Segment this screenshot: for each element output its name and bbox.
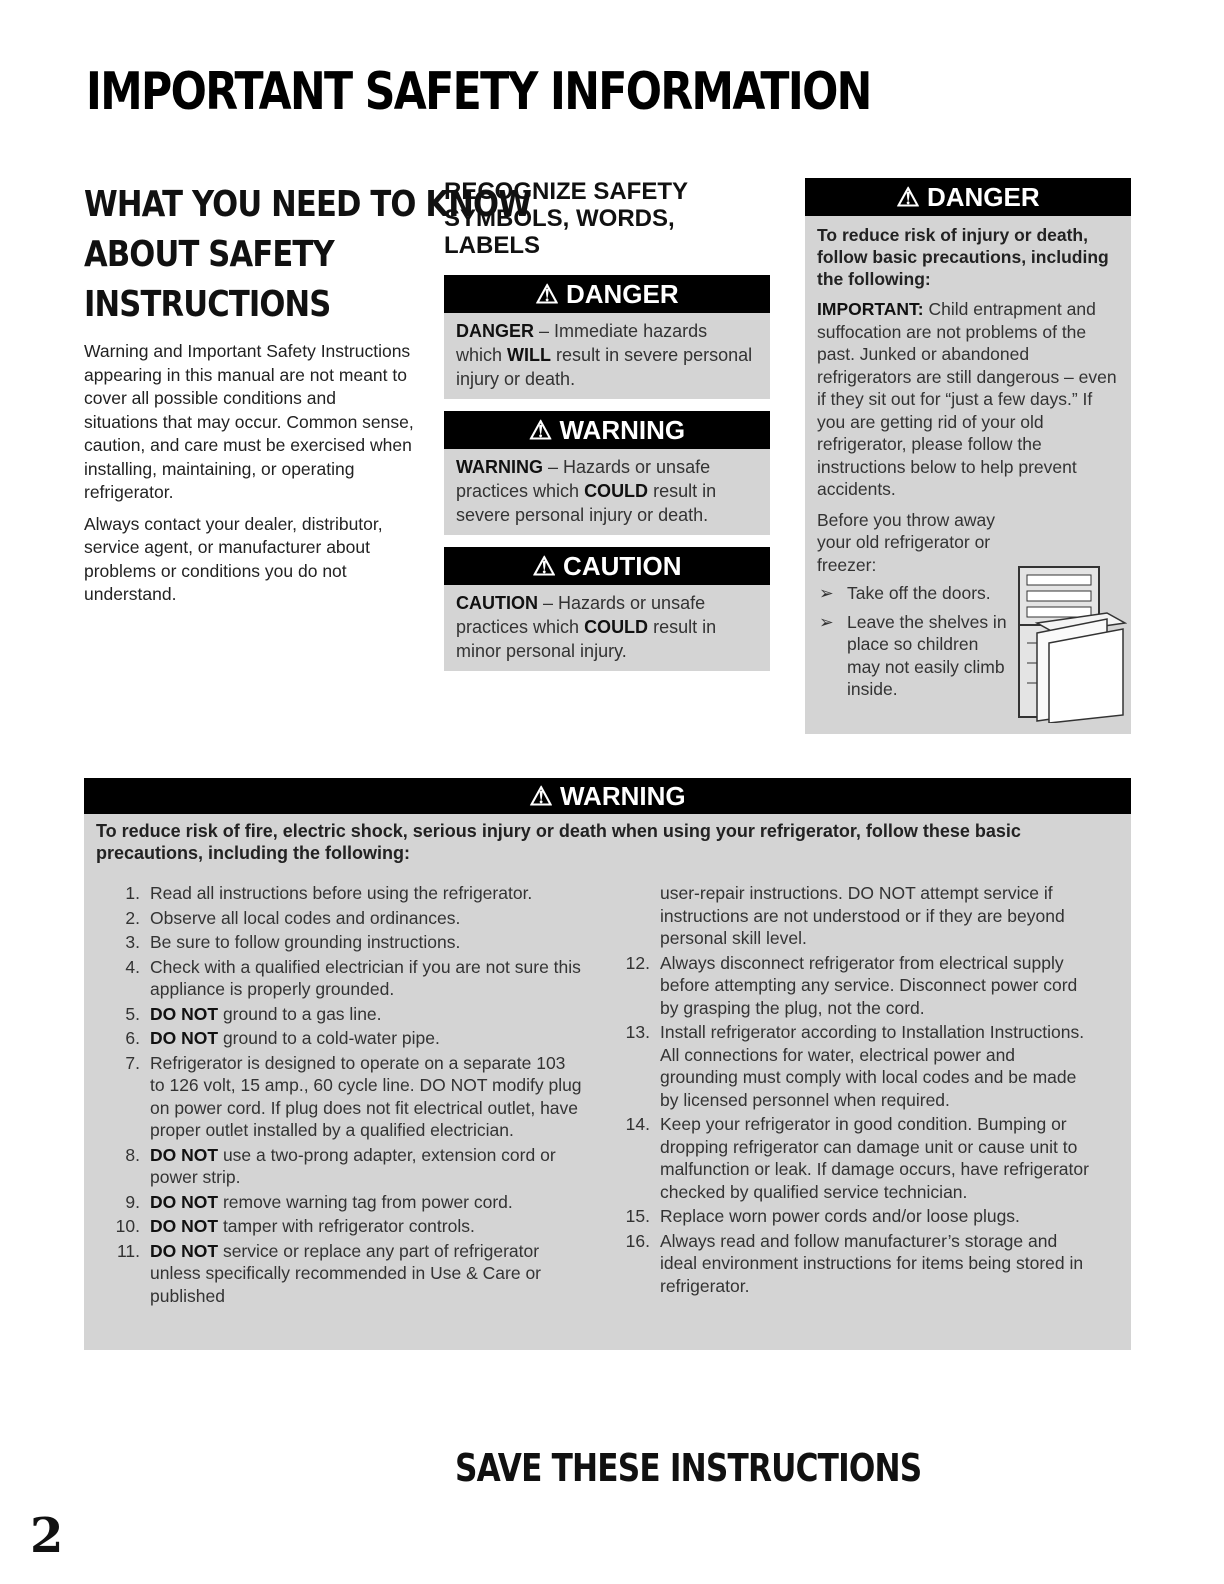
contact-paragraph: Always contact your dealer, distributor, service agent, or manufacturer about problems or conditions you do not understand. bbox=[84, 513, 383, 604]
caution-bar bbox=[444, 547, 770, 585]
warning-triangle-icon: ⚠ bbox=[532, 551, 556, 581]
item-number: 2. bbox=[125, 907, 140, 928]
item-emphasis: DO NOT bbox=[150, 1240, 219, 1261]
disposal-steps bbox=[805, 582, 1013, 701]
list-item bbox=[104, 956, 584, 1001]
item-number: 3. bbox=[125, 932, 140, 952]
warning-text-2: result in severe personal injury or death. bbox=[456, 481, 717, 525]
warning-bar bbox=[444, 411, 770, 449]
arrow-bullet-icon: ➢ bbox=[819, 583, 834, 603]
list-item: ➢ Take off the doors. bbox=[819, 583, 991, 603]
warning-triangle-icon: ⚠ bbox=[896, 182, 920, 212]
item-text: Read all instructions before using the refrigerator. bbox=[150, 883, 533, 903]
important-body: Child entrapment and suffocation are not problems of the past. Junked or abandoned refrigerators are still dangerous – even if they sit out for “just a few days.” If you are getting rid of your old refrigerator, please follow the instructions below to help prevent accidents. bbox=[817, 299, 1117, 499]
symbols-heading: RECOGNIZE SAFETY SYMBOLS, WORDS, LABELS bbox=[444, 178, 688, 259]
list-item bbox=[104, 1003, 584, 1026]
warning-label-box: ⚠ WARNING WARNING – Hazards or unsafe practices which COULD result in severe personal injury or death. bbox=[444, 411, 770, 535]
item-number: 11. bbox=[116, 1240, 140, 1261]
item-text: ground to a cold-water pipe. bbox=[222, 1028, 440, 1048]
item-number: 7. bbox=[125, 1052, 140, 1073]
list-item bbox=[614, 1230, 1094, 1298]
item-emphasis: DO NOT bbox=[150, 1216, 219, 1236]
danger-panel-bar bbox=[805, 178, 1131, 216]
list-item bbox=[104, 1027, 584, 1050]
caution-text: Hazards or unsafe practices which bbox=[456, 593, 706, 637]
danger-panel-label: DANGER bbox=[926, 182, 1040, 212]
list-item bbox=[104, 1191, 584, 1214]
before-disposal-text: Before you throw away your old refrigerator or freezer: bbox=[817, 509, 996, 575]
item-emphasis: DO NOT bbox=[150, 1144, 219, 1165]
caution-label-box: ⚠ CAUTION CAUTION – Hazards or unsafe practices which COULD result in minor personal injury. bbox=[444, 547, 770, 671]
intro-heading-line-1: WHAT YOU NEED TO KNOW bbox=[84, 184, 532, 225]
item-number: 5. bbox=[125, 1003, 140, 1024]
item-text: ground to a gas line. bbox=[222, 1003, 382, 1024]
item-text: Refrigerator is designed to operate on a separate 103 to 126 volt, 15 amp., 60 cycle line. DO NOT modify plug on power cord. If plug does not fit electrical outlet, have proper outlet installed by a qualified electrician. bbox=[150, 1052, 582, 1140]
arrow-bullet-icon: ➢ bbox=[819, 611, 834, 632]
intro-heading-line-2: ABOUT SAFETY bbox=[84, 234, 334, 275]
list-item bbox=[104, 1052, 584, 1142]
item-text: Keep your refrigerator in good condition. Bumping or dropping refrigerator can damage unit or cause unit to malfunction or leak. If damage occurs, have refrigerator checked by qualified service technician. bbox=[660, 1114, 1089, 1202]
item-number: 13. bbox=[625, 1022, 650, 1042]
item-number: 6. bbox=[125, 1028, 140, 1048]
warning-triangle-icon: ⚠ bbox=[528, 415, 553, 445]
item-emphasis: DO NOT bbox=[150, 1028, 219, 1048]
danger-term: DANGER bbox=[456, 321, 535, 341]
list-item bbox=[104, 1215, 584, 1238]
warning-intro: To reduce risk of fire, electric shock, serious injury or death when using your refrigerator, follow these basic precautions, including the following: bbox=[96, 821, 1021, 863]
danger-text: Immediate hazards which bbox=[456, 321, 708, 365]
list-item bbox=[104, 882, 584, 905]
warning-panel bbox=[84, 778, 1131, 1350]
danger-strong: WILL bbox=[507, 345, 552, 365]
warning-strong: COULD bbox=[584, 481, 649, 501]
list-item bbox=[104, 1144, 584, 1189]
danger-panel bbox=[805, 178, 1131, 734]
item-text: Always read and follow manufacturer’s storage and ideal environment instructions for items being stored in refrigerator. bbox=[660, 1230, 1084, 1296]
warning-list-right bbox=[614, 882, 1094, 1299]
item-number: 14. bbox=[625, 1114, 650, 1134]
item-text: Always disconnect refrigerator from electrical supply before attempting any service. Disconnect power cord by grasping the plug, not the cord. bbox=[660, 952, 1078, 1018]
caution-strong: COULD bbox=[584, 617, 649, 637]
caution-label: CAUTION bbox=[563, 551, 682, 581]
item-number: 8. bbox=[125, 1144, 140, 1165]
save-instructions-footer: SAVE THESE INSTRUCTIONS bbox=[455, 1446, 922, 1490]
item-emphasis: DO NOT bbox=[150, 1191, 219, 1212]
list-item bbox=[614, 882, 1094, 950]
warning-label: WARNING bbox=[559, 415, 686, 445]
warning-list-left bbox=[104, 882, 584, 1309]
item-text: Be sure to follow grounding instructions. bbox=[150, 932, 461, 952]
item-number: 9. bbox=[125, 1191, 140, 1212]
safety-symbols-section bbox=[444, 178, 770, 683]
item-text: use a two-prong adapter, extension cord or power strip. bbox=[150, 1144, 556, 1187]
danger-text-2: result in severe personal injury or death. bbox=[456, 345, 753, 389]
page-title: IMPORTANT SAFETY INFORMATION bbox=[86, 62, 871, 122]
important-text bbox=[805, 290, 1131, 501]
warning-term: WARNING bbox=[456, 457, 543, 477]
caution-text-2: result in minor personal injury. bbox=[456, 617, 717, 661]
warning-panel-bar bbox=[84, 778, 1131, 814]
item-text: tamper with refrigerator controls. bbox=[222, 1216, 475, 1236]
refrigerator-illustration bbox=[1015, 563, 1127, 723]
item-text: Install refrigerator according to Installation Instructions. All connections for water, electrical power and grounding must comply with local codes and be made by licensed personnel when required. bbox=[660, 1022, 1085, 1110]
item-number: 10. bbox=[115, 1216, 140, 1236]
item-text: remove warning tag from power cord. bbox=[222, 1191, 513, 1212]
item-emphasis: DO NOT bbox=[150, 1003, 219, 1024]
item-text: Check with a qualified electrician if you are not sure this appliance is properly grounded. bbox=[150, 956, 581, 999]
danger-label: DANGER bbox=[565, 279, 679, 309]
caution-term: CAUTION bbox=[456, 593, 538, 613]
danger-label-box: ⚠ DANGER DANGER – Immediate hazards which WILL result in severe personal injury or death. bbox=[444, 275, 770, 399]
list-item bbox=[614, 1021, 1094, 1111]
item-number: 15. bbox=[625, 1206, 650, 1226]
list-item bbox=[104, 1240, 584, 1308]
item-text: Observe all local codes and ordinances. bbox=[150, 907, 461, 928]
list-item bbox=[614, 1205, 1094, 1228]
intro-paragraph: Warning and Important Safety Instructions appearing in this manual are not meant to cover all possible conditions and situations that may occur. Common sense, caution, and care must be exercised when installing, maintaining, or operating refrigerator. bbox=[84, 341, 414, 502]
page-number: 2 bbox=[30, 1508, 64, 1564]
intro-heading-line-3: INSTRUCTIONS bbox=[84, 284, 331, 325]
list-item bbox=[104, 931, 584, 954]
warning-triangle-icon: ⚠ bbox=[535, 279, 559, 309]
list-item bbox=[104, 907, 584, 930]
item-number: 12. bbox=[625, 952, 650, 973]
list-item bbox=[614, 952, 1094, 1020]
list-item: ➢ Leave the shelves in place so children may not easily climb inside. bbox=[819, 611, 1007, 699]
item-number: 16. bbox=[625, 1230, 650, 1251]
item-text: Replace worn power cords and/or loose plugs. bbox=[660, 1206, 1020, 1226]
warning-panel-label: WARNING bbox=[559, 781, 686, 811]
danger-bar bbox=[444, 275, 770, 313]
item-number: 4. bbox=[125, 956, 140, 977]
warning-text: Hazards or unsafe practices which bbox=[456, 457, 711, 501]
list-item bbox=[614, 1113, 1094, 1203]
warning-triangle-icon: ⚠ bbox=[529, 781, 553, 811]
important-label: IMPORTANT: bbox=[817, 299, 924, 319]
danger-panel-lead: To reduce risk of injury or death, follow basic precautions, including the following: bbox=[817, 225, 1109, 289]
item-text: service or replace any part of refrigerator unless specifically recommended in Use & Care or published bbox=[150, 1240, 541, 1306]
item-number: 1. bbox=[125, 883, 140, 903]
item-text: user-repair instructions. DO NOT attempt service if instructions are not understood or if they are beyond personal skill level. bbox=[660, 883, 1065, 948]
